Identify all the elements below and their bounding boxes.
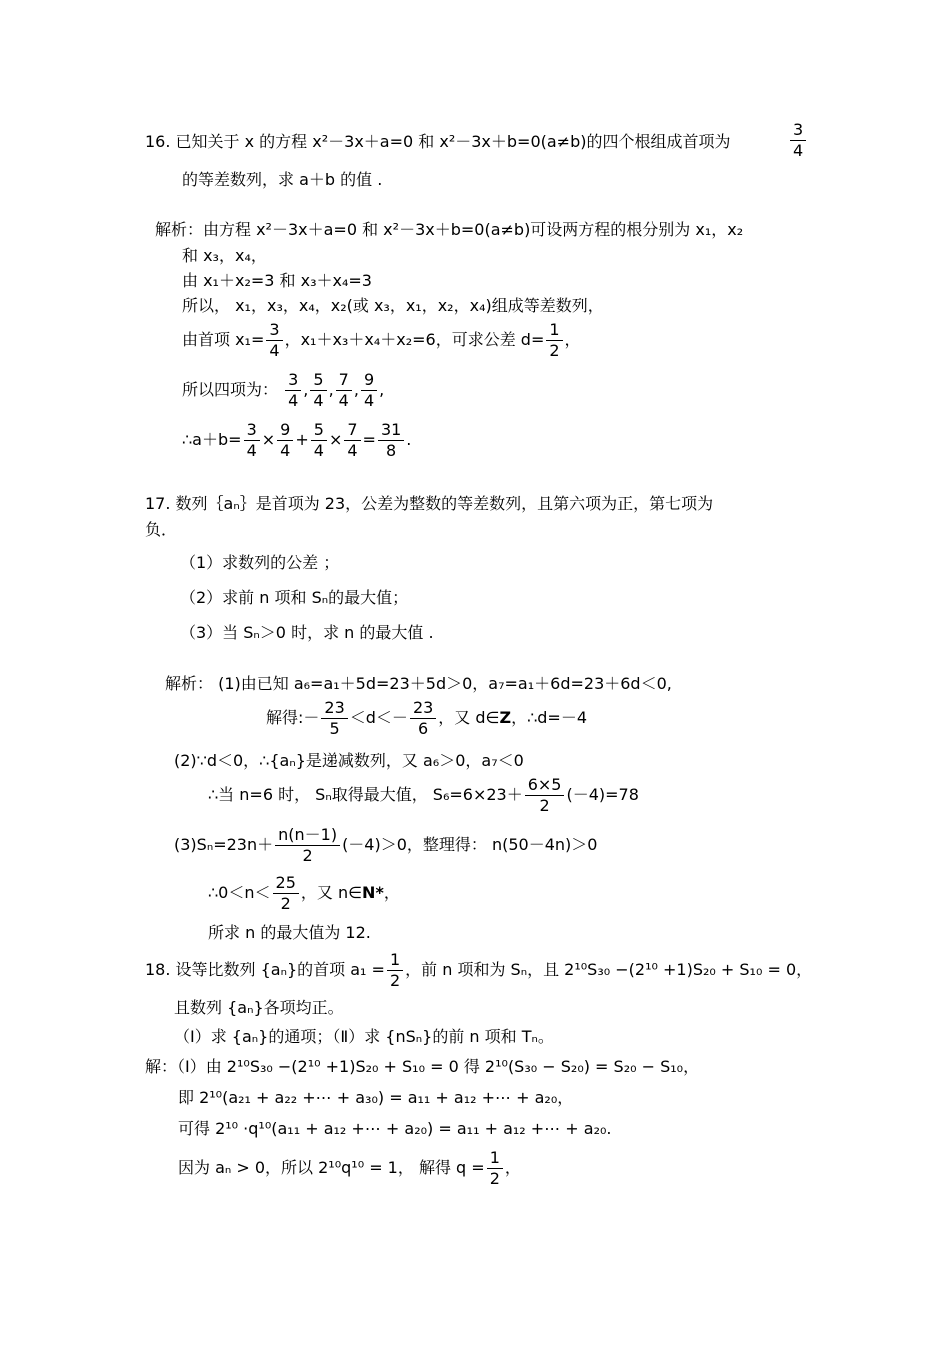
problem-16-solution-7: ∴a＋b= $\frac{3}{4}$ × $\frac{9}{4}$ + $\frac{5}{4}$ × $\frac{7}{4}$ = $\frac{31}{8}$ .: [182, 420, 412, 460]
problem-18-line-1: 18. 设等比数列 {aₙ}的首项 a₁ = $\frac{1}{2}$ ，前 n 项和为 Sₙ，且 2¹⁰S₃₀ −(2¹⁰ +1)S₂₀ + S₁₀ = 0，: [145, 950, 813, 990]
separator: ,: [353, 380, 359, 399]
fraction: $\frac{n(n-1)}{2}$: [275, 825, 340, 866]
problem-17-solution-4: ∴当 n=6 时， Sₙ取得最大值， S₆=6×23＋ $\frac{6\times 5}{2}$ (－4)=78: [208, 775, 639, 815]
problem-16-line-1: [145, 131, 730, 153]
problem-17-line-1: 17. 数列｛aₙ｝是首项为 23，公差为整数的等差数列，且第六项为正，第七项为: [145, 494, 714, 513]
problem-16-solution-4: 所以， x₁，x₃，x₄，x₂(或 x₃，x₁，x₂，x₄)组成等差数列，: [182, 296, 604, 315]
separator: ,: [328, 380, 334, 399]
operator: +: [295, 430, 309, 449]
separator: ,: [303, 380, 309, 399]
problem-18-line-2: 且数列 {aₙ}各项均正。: [174, 998, 344, 1017]
problem-16-statement: 16. 已知关于 x 的方程 x²－3x＋a=0 和 x²－3x＋b=0(a≠b)的四个根组成首项为: [145, 132, 731, 151]
fraction: $\frac{31}{8}$: [378, 420, 404, 461]
fraction: $\frac{3}{4}$: [244, 420, 260, 461]
fraction: $\frac{7}{4}$: [344, 420, 360, 461]
fraction: $\frac{9}{4}$: [277, 420, 293, 461]
fraction: $\frac{5}{4}$: [311, 420, 327, 461]
problem-18-line-3: （Ⅰ）求 {aₙ}的通项；（Ⅱ）求 {nSₙ}的前 n 项和 Tₙ。: [174, 1027, 554, 1046]
problem-18-solution-2: 即 2¹⁰(a₂₁ + a₂₂ +⋯ + a₃₀) = a₁₁ + a₁₂ +⋯ + a₂₀，: [178, 1088, 574, 1107]
operator: ×: [261, 430, 276, 449]
problem-16-solution-3: 由 x₁＋x₂=3 和 x₃＋x₄=3: [182, 271, 372, 290]
problem-17-solution-2: 解得:－ $\frac{23}{5}$ ＜d＜－ $\frac{23}{6}$ ，又 d∈Z，∴d=－4: [266, 698, 588, 738]
problem-17-line-2: 负．: [145, 520, 178, 539]
problem-17-solution-7: 所求 n 的最大值为 12.: [208, 923, 371, 942]
fraction: $\frac{1}{2}$: [387, 950, 403, 991]
fraction: $\frac{25}{2}$: [273, 873, 299, 914]
fraction: $\frac{3}{4}$: [266, 320, 282, 361]
fraction: $\frac{1}{2}$: [487, 1148, 503, 1189]
problem-16-solution-6: 所以四项为： $\frac{3}{4}$ , $\frac{5}{4}$ , $\frac{7}{4}$ , $\frac{9}{4}$ ,: [182, 370, 385, 410]
problem-17-solution-1: 解析： (1)由已知 a₆=a₁＋5d=23＋5d＞0，a₇=a₁＋6d=23＋6d＜0,: [165, 674, 672, 693]
problem-17-question-2: （2）求前 n 项和 Sₙ的最大值；: [180, 588, 409, 607]
fraction: $\frac{7}{4}$: [336, 370, 352, 411]
fraction: $\frac{3}{4}$: [790, 120, 806, 161]
problem-18-solution-4: 因为 aₙ > 0，所以 2¹⁰q¹⁰ = 1， 解得 q = $\frac{1}{2}$ ，: [178, 1148, 521, 1188]
problem-16-solution-2: 和 x₃，x₄，: [182, 246, 267, 265]
problem-16-solution-1: 解析：由方程 x²－3x＋a=0 和 x²－3x＋b=0(a≠b)可设两方程的根分别为 x₁，x₂: [155, 220, 744, 239]
fraction: $\frac{3}{4}$: [285, 370, 301, 411]
fraction: $\frac{23}{6}$: [410, 698, 436, 739]
problem-17-solution-6: ∴0＜n＜ $\frac{25}{2}$ ，又 n∈N*，: [208, 873, 400, 913]
operator: =: [362, 430, 376, 449]
problem-16-line-2: 的等差数列，求 a＋b 的值 .: [182, 170, 383, 189]
problem-16-first-term-fraction: [788, 120, 808, 161]
problem-18-solution-1: 解：（Ⅰ）由 2¹⁰S₃₀ −(2¹⁰ +1)S₂₀ + S₁₀ = 0 得 2¹⁰(S₃₀ − S₂₀) = S₂₀ − S₁₀，: [145, 1057, 700, 1076]
problem-17-question-3: （3）当 Sₙ＞0 时，求 n 的最大值 .: [180, 623, 434, 642]
problem-17-question-1: （1）求数列的公差 ；: [180, 553, 340, 572]
separator: ,: [379, 380, 385, 399]
fraction: $\frac{9}{4}$: [361, 370, 377, 411]
problem-17-solution-3: (2)∵d＜0，∴{aₙ}是递减数列，又 a₆＞0，a₇＜0: [174, 751, 524, 770]
fraction: $\frac{1}{2}$: [546, 320, 562, 361]
problem-18-solution-3: 可得 2¹⁰ ·q¹⁰(a₁₁ + a₁₂ +⋯ + a₂₀) = a₁₁ + a₁₂ +⋯ + a₂₀.: [178, 1119, 612, 1138]
operator: .: [406, 430, 412, 449]
fraction: $\frac{6\times 5}{2}$: [525, 775, 565, 816]
problem-16-solution-5: 由首项 x₁= $\frac{3}{4}$ ，x₁＋x₃＋x₄＋x₂=6，可求公差 d= $\frac{1}{2}$ ，: [182, 320, 581, 360]
operator: ×: [328, 430, 343, 449]
fraction: $\frac{5}{4}$: [310, 370, 326, 411]
problem-17-solution-5: (3)Sₙ=23n＋ $\frac{n(n-1)}{2}$ (－4)＞0，整理得： n(50－4n)＞0: [174, 825, 598, 865]
fraction: $\frac{23}{5}$: [321, 698, 347, 739]
